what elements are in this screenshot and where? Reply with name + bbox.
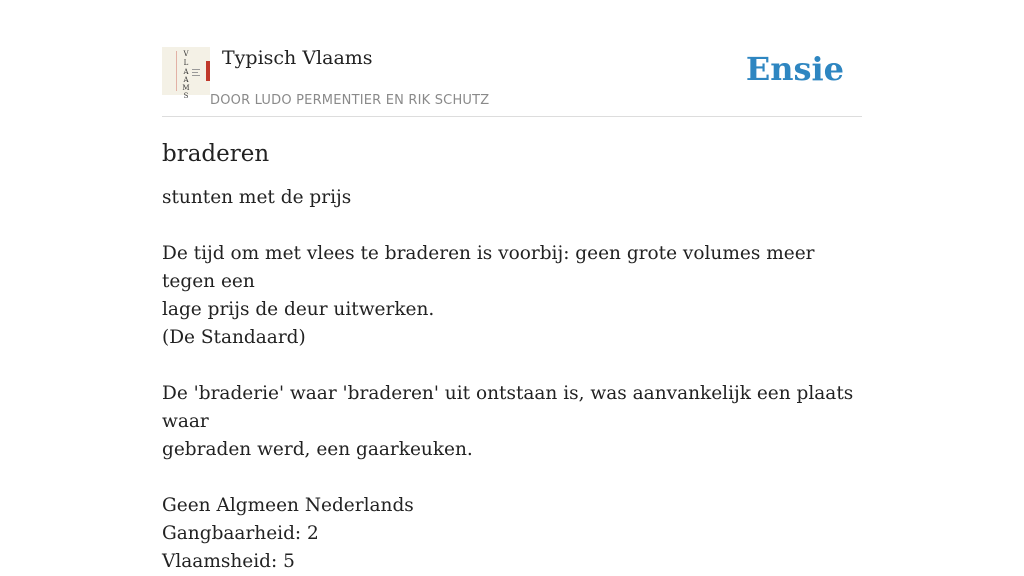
cover-letter: L: [183, 59, 189, 67]
example-line: De tijd om met vlees te braderen is voorbij: geen grote volumes meer tegen een: [162, 243, 815, 292]
etymology-line: De 'braderie' waar 'braderen' uit ontstaan is, was aanvankelijk een plaats waar: [162, 383, 854, 432]
etymology: [162, 380, 862, 464]
example-line: lage prijs de deur uitwerken.: [162, 299, 435, 320]
ensie-logo-link[interactable]: Ensie: [745, 50, 844, 88]
entry-term: braderen: [162, 141, 270, 167]
meta-gangbaarheid: Gangbaarheid: 2: [162, 523, 319, 544]
cover-letter: M: [182, 84, 190, 92]
spacer: [162, 212, 862, 240]
entry-meta: [162, 492, 862, 576]
book-cover-icon: [162, 47, 210, 100]
example-quote: [162, 240, 862, 352]
spacer: [162, 352, 862, 380]
cover-letter: V: [183, 50, 189, 58]
header: [162, 44, 862, 117]
book-authors: DOOR LUDO PERMENTIER EN RIK SCHUTZ: [210, 93, 490, 108]
cover-letter: A: [183, 76, 189, 84]
meta-vlaamsheid: Vlaamsheid: 5: [162, 551, 295, 572]
cover-letter: A: [183, 68, 189, 76]
entry-content: [162, 136, 862, 576]
example-source: (De Standaard): [162, 327, 306, 348]
etymology-line: gebraden werd, een gaarkeuken.: [162, 439, 473, 460]
spacer: [162, 464, 862, 492]
book-cover-avatar[interactable]: [162, 47, 210, 100]
book-title[interactable]: Typisch Vlaams: [222, 47, 373, 69]
meta-status: Geen Algmeen Nederlands: [162, 495, 414, 516]
entry-definition: stunten met de prijs: [162, 187, 352, 208]
cover-letter: S: [183, 92, 189, 100]
